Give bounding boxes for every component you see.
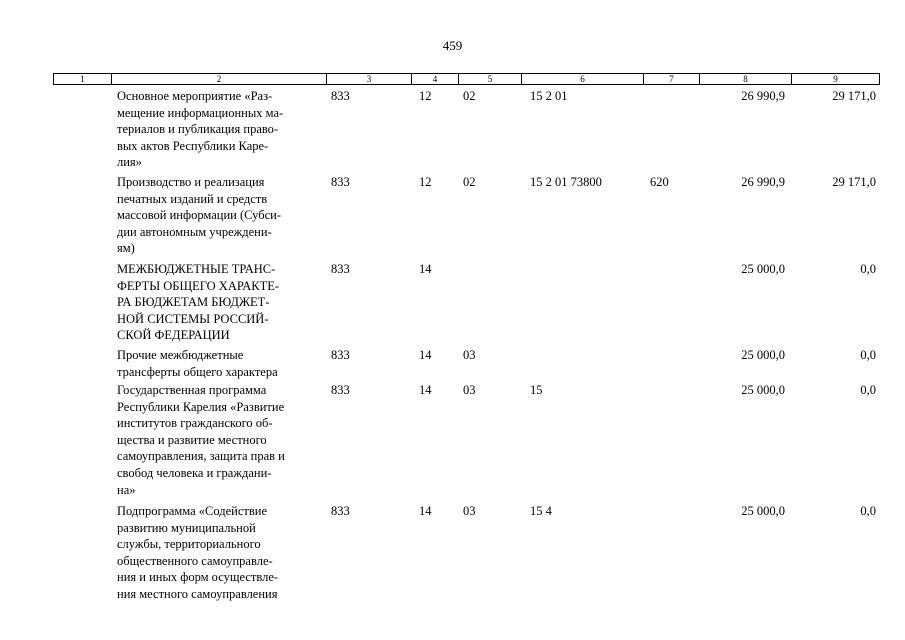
- row-name: [117, 347, 327, 380]
- row-name-line: вых актов Республики Каре-: [117, 138, 269, 153]
- cell-col3: 833: [331, 89, 350, 103]
- cell-col8: 26 990,9: [741, 89, 785, 103]
- row-name-line: институтов гражданского об-: [117, 416, 273, 431]
- row-name-line: РА БЮДЖЕТАМ БЮДЖЕТ-: [117, 295, 270, 310]
- column-header-3: 3: [327, 74, 412, 84]
- column-header-6: 6: [522, 74, 644, 84]
- row-name-line: ям): [117, 241, 135, 256]
- cell-col4: 14: [419, 262, 432, 276]
- row-name-line: териалов и публикация право-: [117, 122, 279, 137]
- row-name-line: ния местного самоуправления: [117, 586, 278, 601]
- column-header-8: 8: [700, 74, 792, 84]
- cell-col8: 25 000,0: [741, 504, 785, 518]
- row-name-line: МЕЖБЮДЖЕТНЫЕ ТРАНС-: [117, 262, 276, 276]
- cell-col5: 03: [463, 383, 476, 397]
- cell-col3: 833: [331, 262, 350, 276]
- row-name-line: лия»: [117, 155, 142, 170]
- cell-col3: 833: [331, 504, 350, 518]
- cell-col8: 25 000,0: [741, 383, 785, 397]
- cell-col7: 620: [650, 175, 669, 189]
- row-name: [117, 382, 327, 498]
- row-name: [117, 503, 327, 603]
- cell-col8: 25 000,0: [741, 348, 785, 362]
- row-name-line: СКОЙ ФЕДЕРАЦИИ: [117, 328, 230, 343]
- cell-col4: 14: [419, 383, 432, 397]
- row-name-line: массовой информации (Субси-: [117, 208, 281, 223]
- row-name: [117, 261, 327, 344]
- row-name-line: дии автономным учреждени-: [117, 224, 272, 239]
- cell-col4: 14: [419, 348, 432, 362]
- row-name-line: общественного самоуправле-: [117, 553, 273, 568]
- row-name-line: службы, территориального: [117, 537, 261, 552]
- cell-col6: 15 2 01 73800: [530, 175, 602, 189]
- page-number: 459: [442, 38, 463, 53]
- cell-col8: 25 000,0: [741, 262, 785, 276]
- cell-col6: 15: [530, 383, 543, 397]
- cell-col9: 0,0: [860, 504, 876, 518]
- row-name-line: ФЕРТЫ ОБЩЕГО ХАРАКТЕ-: [117, 278, 279, 293]
- cell-col9: 0,0: [860, 348, 876, 362]
- row-name-line: самоуправления, защита прав и: [117, 449, 285, 464]
- cell-col4: 12: [419, 175, 432, 189]
- row-name-line: развитию муниципальной: [117, 520, 256, 535]
- cell-col5: 03: [463, 504, 476, 518]
- cell-col9: 0,0: [860, 262, 876, 276]
- row-name-line: НОЙ СИСТЕМЫ РОССИЙ-: [117, 311, 269, 326]
- row-name-line: Подпрограмма «Содействие: [117, 504, 268, 518]
- row-name: [117, 174, 327, 257]
- column-header-1: 1: [54, 74, 112, 84]
- row-name-line: свобод человека и граждани-: [117, 465, 272, 480]
- column-header-2: 2: [112, 74, 327, 84]
- row-name-line: печатных изданий и средств: [117, 191, 268, 206]
- column-header-4: 4: [412, 74, 459, 84]
- column-header-5: 5: [459, 74, 522, 84]
- column-header-9: 9: [833, 74, 838, 84]
- column-header-7: 7: [644, 74, 700, 84]
- table-header: [53, 73, 880, 85]
- cell-col4: 12: [419, 89, 432, 103]
- row-name-line: Республики Карелия «Развитие: [117, 399, 285, 414]
- cell-col8: 26 990,9: [741, 175, 785, 189]
- cell-col9: 29 171,0: [832, 89, 876, 103]
- cell-col3: 833: [331, 383, 350, 397]
- row-name-line: Прочие межбюджетные: [117, 348, 244, 362]
- row-name-line: Государственная программа: [117, 383, 267, 397]
- row-name-line: мещение информационных ма-: [117, 105, 284, 120]
- cell-col3: 833: [331, 175, 350, 189]
- row-name: [117, 88, 327, 171]
- cell-col4: 14: [419, 504, 432, 518]
- cell-col5: 03: [463, 348, 476, 362]
- row-name-line: ния и иных форм осуществле-: [117, 570, 279, 585]
- cell-col5: 02: [463, 89, 476, 103]
- row-name-line: Производство и реализация: [117, 175, 265, 189]
- row-name-line: на»: [117, 482, 136, 497]
- cell-col6: 15 4: [530, 504, 552, 518]
- cell-col5: 02: [463, 175, 476, 189]
- row-name-line: щества и развитие местного: [117, 432, 267, 447]
- row-name-line: Основное мероприятие «Раз-: [117, 89, 273, 103]
- cell-col9: 0,0: [860, 383, 876, 397]
- row-name-line: трансферты общего характера: [117, 364, 278, 379]
- cell-col9: 29 171,0: [832, 175, 876, 189]
- cell-col3: 833: [331, 348, 350, 362]
- cell-col6: 15 2 01: [530, 89, 568, 103]
